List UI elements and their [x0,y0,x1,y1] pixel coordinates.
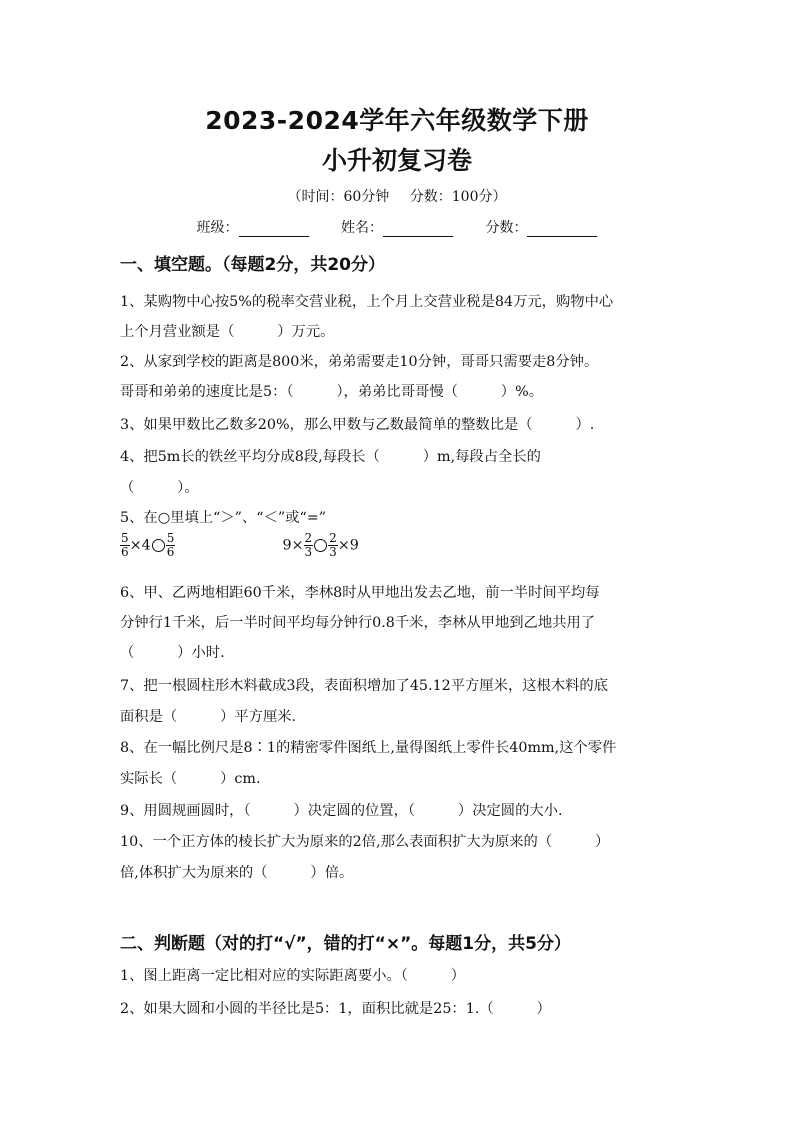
compare-circle-icon[interactable] [314,539,327,552]
question-line: 倍,体积扩大为原来的（ ）倍。 [120,865,354,881]
score-label: 分数： [485,220,528,236]
fraction: $\frac{5}{6}$ [121,531,129,559]
question-line: 上个月营业额是（ ）万元。 [120,324,335,340]
question-line: 1、某购物中心按5%的税率交营业税，上个月上交营业税是84万元，购物中心 [120,294,614,310]
compare-expressions: $\frac{5}{6}$ ×4 $\frac{5}{6}$ 9× $\frac{2}{3}$ $\frac{2}{3}$ ×9 [121,531,359,559]
question-line: 分钟行1千米，后一半时间平均每分钟行0.8千米，李林从甲地到乙地共用了 [120,615,596,631]
time-limit: （时间：60分钟 [287,189,390,205]
class-label: 班级： [196,220,239,236]
exam-meta [0,186,794,206]
question-line: 哥哥和弟弟的速度比是5：（ ），弟弟比哥哥慢（ ）%。 [120,384,543,400]
question-line: 2、如果大圆和小圆的半径比是5：1，面积比就是25：1.（ ） [120,1001,551,1017]
score-field[interactable] [527,222,597,237]
question-line: 10、一个正方体的棱长扩大为原来的2倍,那么表面积扩大为原来的（ ） [120,834,610,850]
question-line: （ ）。 [120,480,199,496]
student-info [0,217,794,237]
question-line: 9、用圆规画圆时，（ ）决定圆的位置，（ ）决定圆的大小. [120,803,563,819]
class-field[interactable] [239,222,309,237]
name-field[interactable] [383,222,453,237]
total-score: 分数：100分） [409,189,507,205]
name-label: 姓名： [341,220,383,236]
question-line: 4、把5m长的铁丝平均分成8段,每段长（ ）m,每段占全长的 [120,449,541,465]
exam-title: 2023-2024学年六年级数学下册 [205,106,589,135]
fraction: $\frac{2}{3}$ [329,531,337,559]
compare-circle-icon[interactable] [152,539,165,552]
question-line: 6、甲、乙两地相距60千米，李林8时从甲地出发去乙地，前一半时间平均每 [120,585,600,601]
question-line: 5、在○里填上“＞”、“＜”或“=” [120,510,327,526]
question-line: 3、如果甲数比乙数多20%，那么甲数与乙数最简单的整数比是（ ）. [120,417,595,433]
question-line: 8、在一幅比例尺是8∶1的精密零件图纸上,量得图纸上零件长40mm,这个零件 [120,740,617,756]
section-heading: 一、填空题。（每题2分，共20分） [120,255,385,275]
fraction: $\frac{5}{6}$ [166,531,175,559]
question-line: 2、从家到学校的距离是800米，弟弟需要走10分钟，哥哥只需要走8分钟。 [120,354,599,370]
question-line: 实际长（ ）cm. [120,771,261,787]
question-line: （ ）小时. [120,645,225,661]
question-line: 面积是（ ）平方厘米. [120,709,297,725]
exam-subtitle: 小升初复习卷 [321,146,472,175]
question-line: 1、图上距离一定比相对应的实际距离要小。（ ） [120,968,466,984]
question-line: 7、把一根圆柱形木料截成3段，表面积增加了45.12平方厘米，这根木料的底 [120,678,609,694]
section-heading: 二、判断题（对的打“√”，错的打“×”。每题1分，共5分） [120,934,571,954]
fraction: $\frac{2}{3}$ [304,531,313,559]
